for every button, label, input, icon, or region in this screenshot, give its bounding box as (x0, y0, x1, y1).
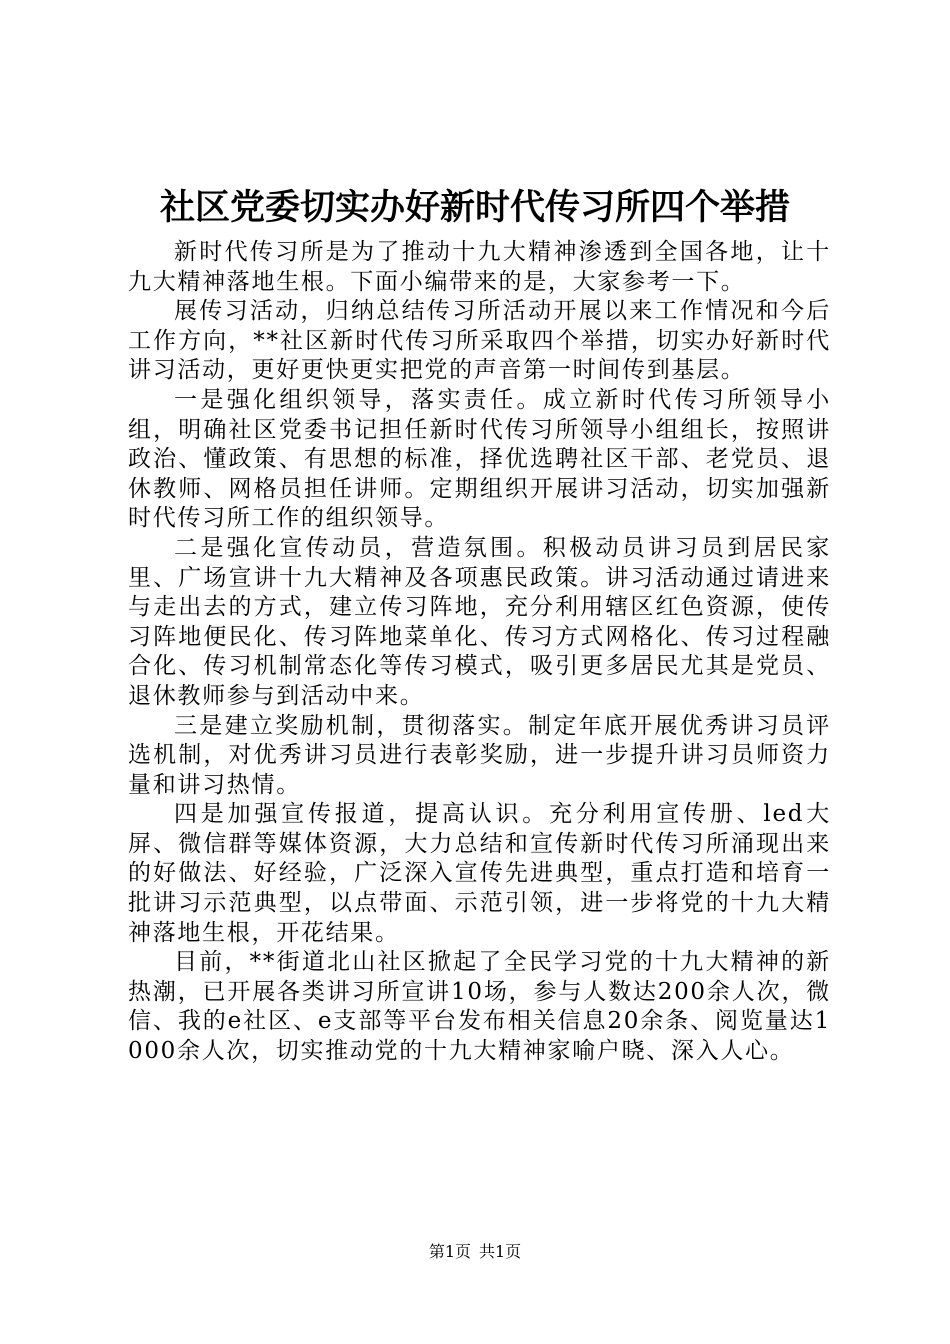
paragraph-6: 四是加强宣传报道，提高认识。充分利用宣传册、led大屏、微信群等媒体资源，大力总结和宣传新时代传习所涌现出来的好做法、好经验，广泛深入宣传先进典型，重点打造和培育一批讲习示范典型，以点带面、示范引领，进一步将党的十九大精神落地生根，开花结果。 (128, 801, 831, 946)
paragraph-3: 一是强化组织领导，落实责任。成立新时代传习所领导小组，明确社区党委书记担任新时代传习所领导小组组长，按照讲政治、懂政策、有思想的标准，择优选聘社区干部、老党员、退休教师、网格员担任讲师。定期组织开展讲习活动，切实加强新时代传习所工作的组织领导。 (128, 386, 831, 532)
document-title: 社区党委切实办好新时代传习所四个举措 (159, 187, 790, 228)
paragraph-4: 二是强化宣传动员，营造氛围。积极动员讲习员到居民家里、广场宣讲十九大精神及各项惠民政策。讲习活动通过请进来与走出去的方式，建立传习阵地，充分利用辖区红色资源，使传习阵地便民化、传习阵地菜单化、传习方式网格化、传习过程融合化、传习机制常态化等传习模式，吸引更多居民尤其是党员、退休教师参与到活动中来。 (128, 534, 831, 709)
paragraph-1: 新时代传习所是为了推动十九大精神渗透到全国各地，让十九大精神落地生根。下面小编带来的是，大家参考一下。 (128, 239, 831, 295)
page-number: 第1页 (428, 1242, 471, 1261)
document-body (128, 238, 831, 1067)
paragraph-5: 三是建立奖励机制，贯彻落实。制定年底开展优秀讲习员评选机制，对优秀讲习员进行表彰奖励，进一步提升讲习员师资力量和讲习热情。 (128, 712, 831, 798)
page-total: 共1页 (479, 1242, 522, 1261)
paragraph-7: 目前，**街道北山社区掀起了全民学习党的十九大精神的新热潮，已开展各类讲习所宣讲10场，参与人数达200余人次，微信、我的e社区、e支部等平台发布相关信息20余条、阅览量达1000余人次，切实推动党的十九大精神家喻户晓、深入人心。 (128, 949, 831, 1065)
paragraph-2: 展传习活动，归纳总结传习所活动开展以来工作情况和今后工作方向，**社区新时代传习所采取四个举措，切实办好新时代讲习活动，更好更快更实把党的声音第一时间传到基层。 (128, 298, 831, 384)
page-footer (0, 1240, 950, 1264)
